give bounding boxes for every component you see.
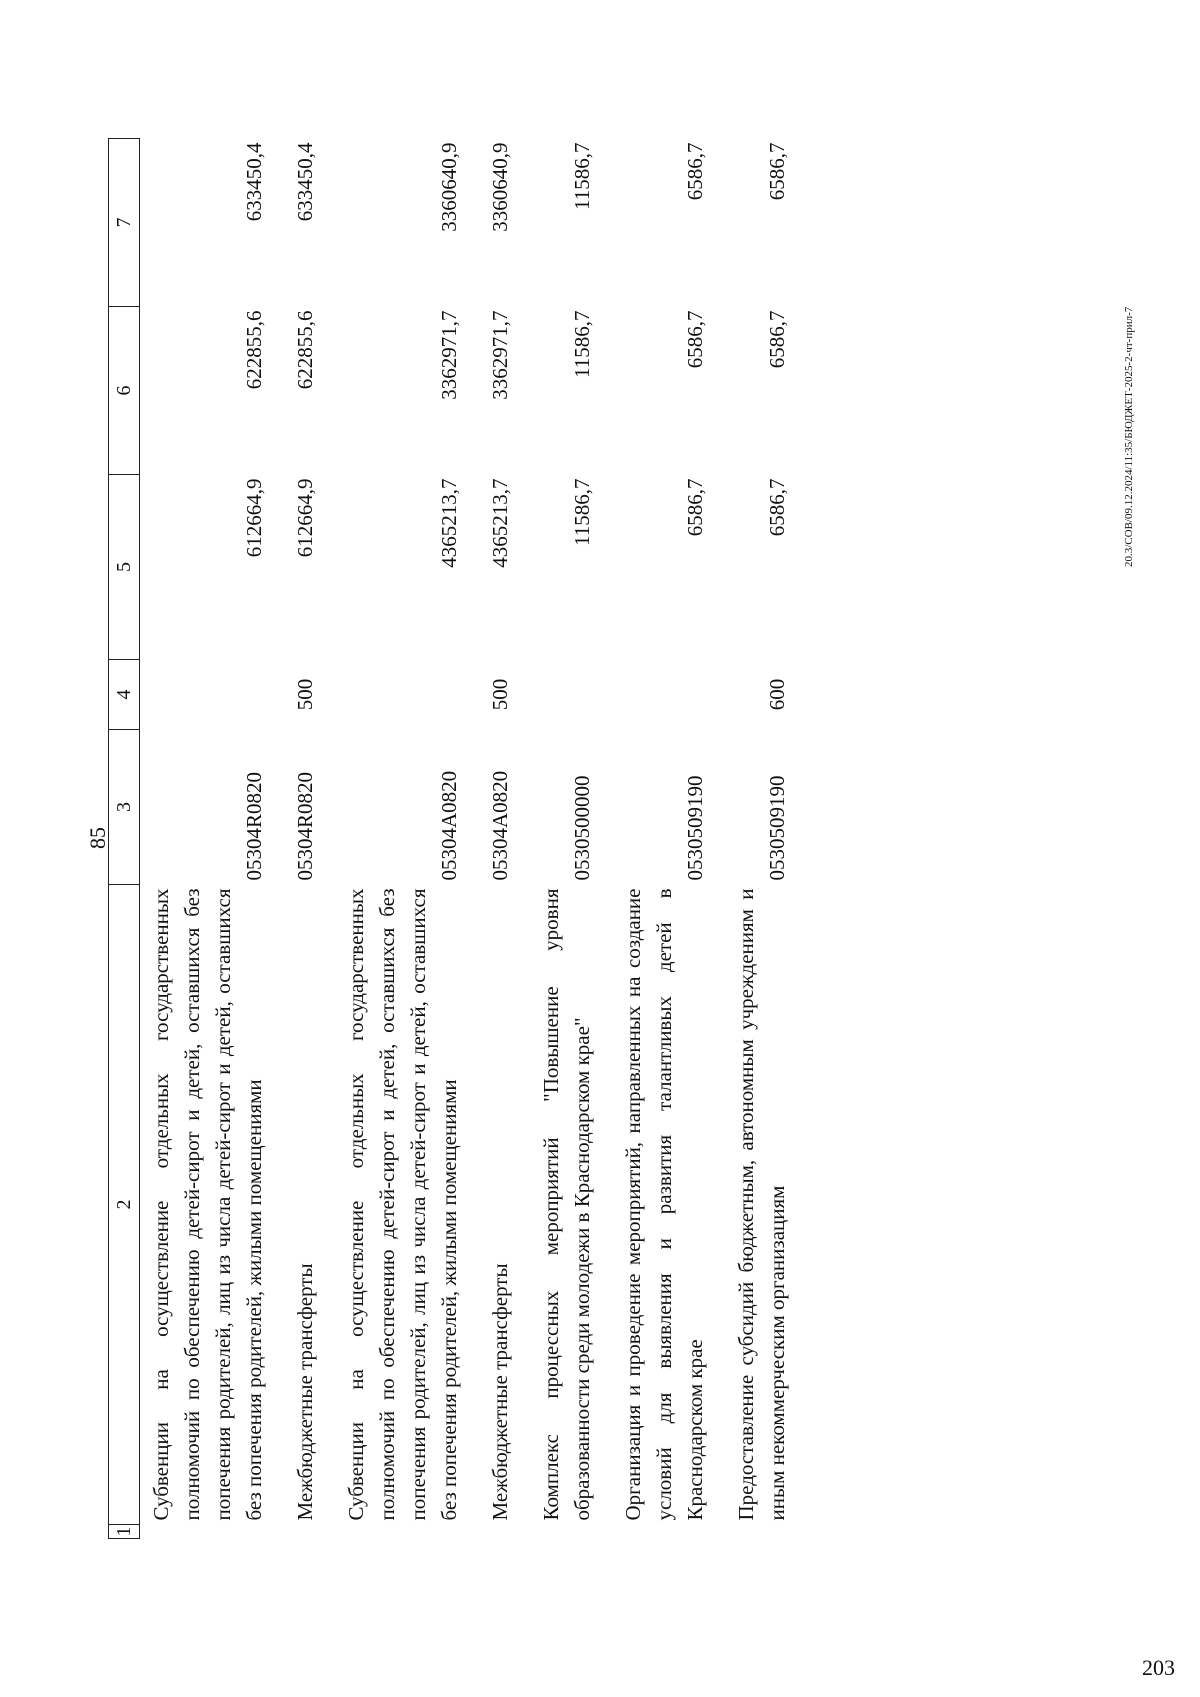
expense-type xyxy=(335,660,479,730)
amount-col7: 6586,7 xyxy=(683,142,707,201)
expense-type: 500 xyxy=(293,678,317,711)
table-row xyxy=(140,139,285,1539)
row-name: Межбюджетные трансферты xyxy=(293,1263,317,1521)
page-number-bottom: 203 xyxy=(1142,1655,1175,1680)
expense-type: 600 xyxy=(765,678,789,711)
column-header: 7 xyxy=(109,139,140,307)
target-code: 0530509190 xyxy=(683,775,707,881)
table-header-row xyxy=(109,139,140,1539)
page-number-top: 85 xyxy=(85,827,110,849)
amount-col6: 622855,6 xyxy=(293,310,317,390)
column-header: 4 xyxy=(109,660,140,730)
row-name: Субвенции на осуществление отдельных государственных полномочий по обеспечению детей-сирот и детей, оставшихся без попечения родителей, лиц из числа детей-сирот и детей, оставшихся без попечения родителей, жилыми помещениями xyxy=(344,888,461,1521)
column-header: 5 xyxy=(109,475,140,660)
column-header: 2 xyxy=(109,885,140,1525)
amount-col7: 3360640,9 xyxy=(437,142,461,232)
amount-col5: 6586,7 xyxy=(765,478,789,537)
row-index-cell xyxy=(284,1525,335,1539)
target-code: 0530500000 xyxy=(570,775,594,881)
target-code: 05304A0820 xyxy=(488,770,512,881)
row-name: Субвенции на осуществление отдельных государственных полномочий по обеспечению детей-сирот и детей, оставшихся без попечения родителей, лиц из числа детей-сирот и детей, оставшихся без попечения родителей, жилыми помещениями xyxy=(149,888,266,1521)
row-name: Комплекс процессных мероприятий "Повышение уровня образованности среди молодежи в Краснодарском крае" xyxy=(539,888,594,1521)
table-row xyxy=(479,139,530,1539)
column-header: 6 xyxy=(109,307,140,475)
amount-col5: 11586,7 xyxy=(570,478,594,546)
amount-col5: 4365213,7 xyxy=(437,478,461,568)
expense-type xyxy=(530,660,612,730)
table-row xyxy=(284,139,335,1539)
target-code: 05304R0820 xyxy=(242,771,266,881)
row-name: Предоставление субсидий бюджетным, автономным учреждениям и иным некоммерческим организациям xyxy=(734,888,789,1521)
amount-col5: 6586,7 xyxy=(683,478,707,537)
table-row xyxy=(335,139,479,1539)
row-index-cell xyxy=(612,1525,725,1539)
amount-col7: 6586,7 xyxy=(765,142,789,201)
amount-col6: 3362971,7 xyxy=(488,310,512,400)
table-row xyxy=(530,139,612,1539)
row-index-cell xyxy=(335,1525,479,1539)
row-index-cell xyxy=(479,1525,530,1539)
expense-type: 500 xyxy=(488,678,512,711)
column-header: 1 xyxy=(109,1525,140,1539)
amount-col5: 612664,9 xyxy=(242,478,266,558)
expense-type xyxy=(612,660,725,730)
table-row xyxy=(725,139,807,1539)
target-code: 05304R0820 xyxy=(293,771,317,881)
table-row xyxy=(612,139,725,1539)
amount-col5: 612664,9 xyxy=(293,478,317,558)
budget-table xyxy=(108,138,807,1539)
amount-col7: 11586,7 xyxy=(570,142,594,210)
row-index-cell xyxy=(140,1525,285,1539)
amount-col5: 4365213,7 xyxy=(488,478,512,568)
amount-col7: 633450,4 xyxy=(242,142,266,222)
document-stamp: 20.3/СОВ/09.12.2024/11:35/БЮДЖЕТ-2025-2-чт-прил-7 xyxy=(1123,306,1135,567)
amount-col7: 633450,4 xyxy=(293,142,317,222)
amount-col6: 6586,7 xyxy=(683,310,707,369)
amount-col6: 11586,7 xyxy=(570,310,594,378)
column-header: 3 xyxy=(109,730,140,885)
row-name: Организация и проведение мероприятий, направленных на создание условий для выявления и развития талантливых детей в Краснодарском крае xyxy=(621,888,707,1521)
amount-col6: 3362971,7 xyxy=(437,310,461,400)
row-name: Межбюджетные трансферты xyxy=(488,1263,512,1521)
target-code: 0530509190 xyxy=(765,775,789,881)
amount-col7: 3360640,9 xyxy=(488,142,512,232)
row-index-cell xyxy=(725,1525,807,1539)
expense-type xyxy=(140,660,285,730)
row-index-cell xyxy=(530,1525,612,1539)
amount-col6: 622855,6 xyxy=(242,310,266,390)
target-code: 05304A0820 xyxy=(437,770,461,881)
amount-col6: 6586,7 xyxy=(765,310,789,369)
